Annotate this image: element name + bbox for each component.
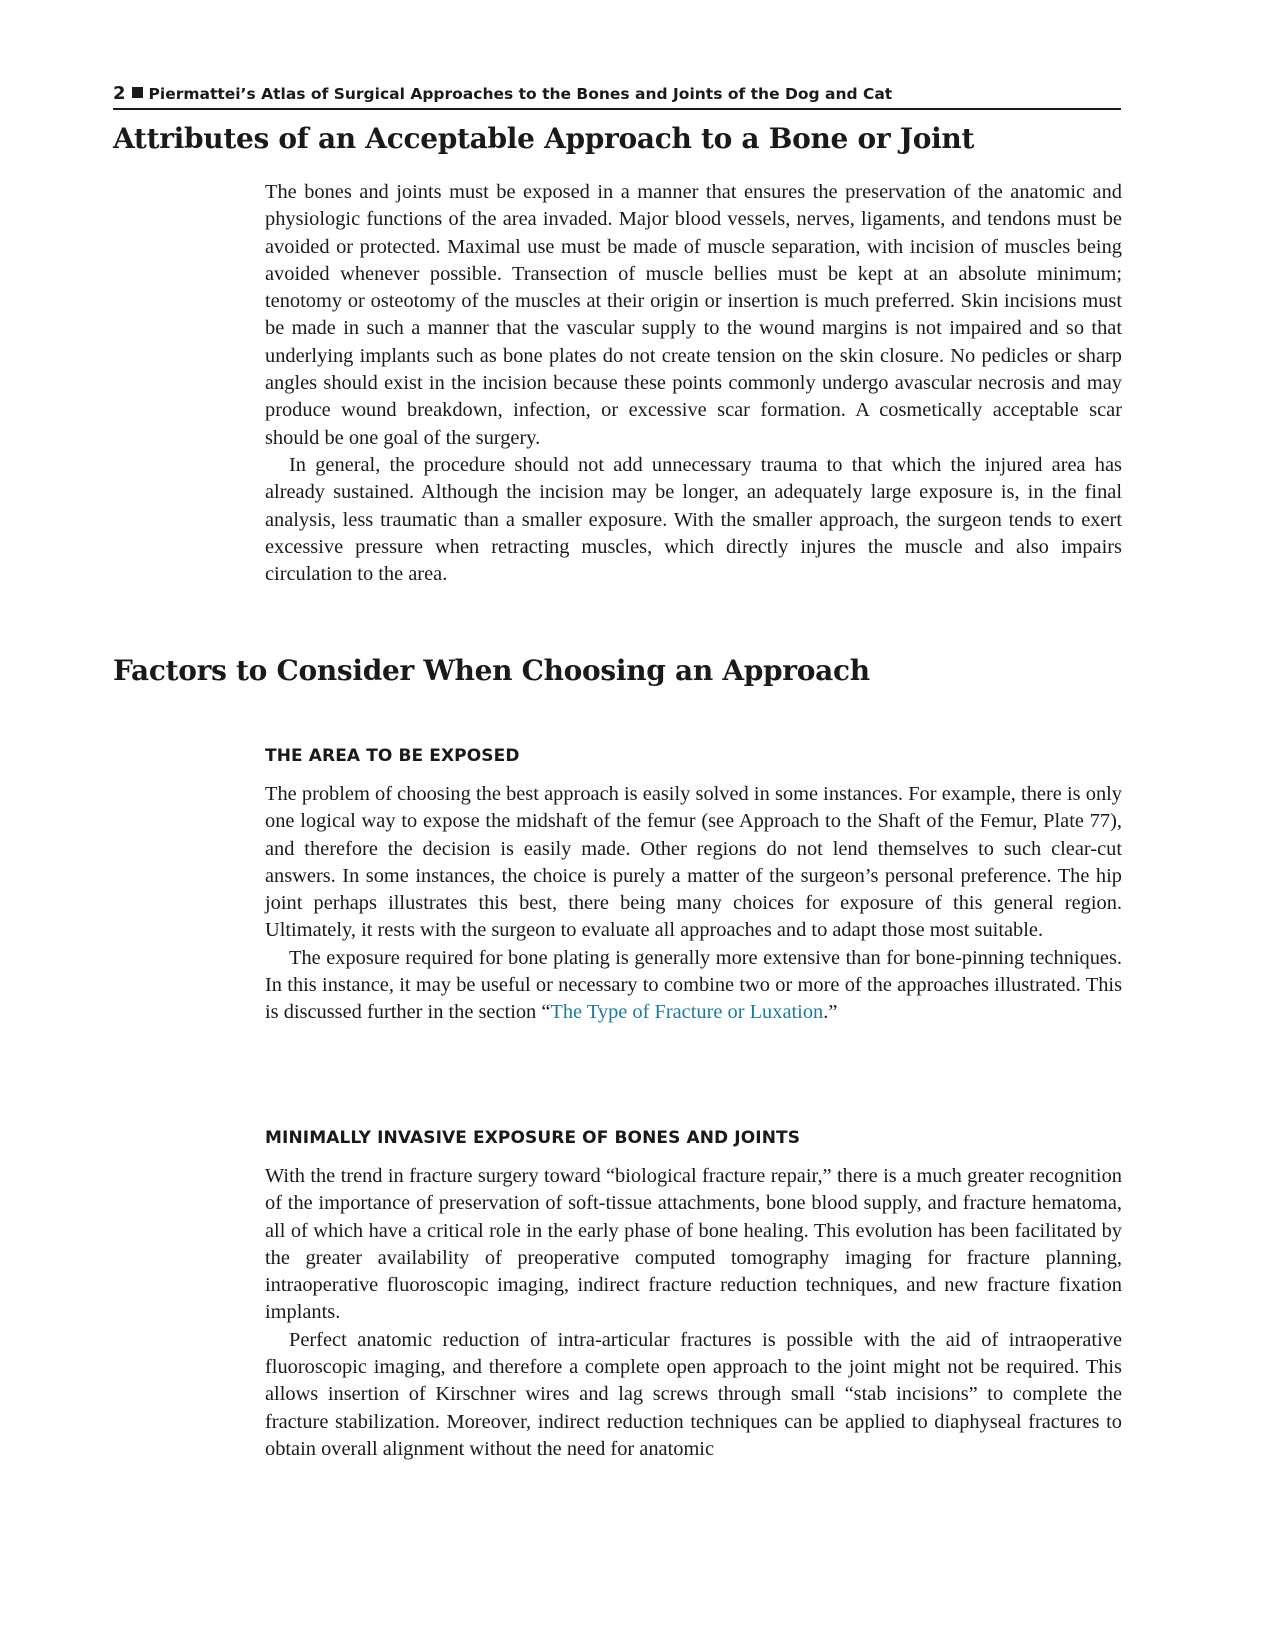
running-head-title: Piermattei’s Atlas of Surgical Approaches to the Bones and Joints of the Dog and Cat <box>148 85 893 103</box>
paragraph-text: .” <box>823 1001 838 1024</box>
section-title-attributes: Attributes of an Acceptable Approach to a Bone or Joint <box>113 122 975 155</box>
running-head <box>113 84 1121 110</box>
paragraph: Perfect anatomic reduction of intra-articular fractures is possible with the aid of intraoperative fluoroscopic imaging, and therefore a complete open approach to the joint might not be required. This allows insertion of Kirschner wires and lag screws through small “stab incisions” to complete the fracture stabilization. Moreover, indirect reduction techniques can be applied to diaphyseal fractures to obtain overall alignment without the need for anatomic <box>265 1328 1122 1460</box>
attributes-body <box>265 179 1122 588</box>
page-number: 2 <box>113 83 126 104</box>
minimally-body <box>265 1163 1122 1463</box>
subhead-minimally-invasive: MINIMALLY INVASIVE EXPOSURE OF BONES AND JOINTS <box>265 1128 801 1148</box>
paragraph: In general, the procedure should not add unnecessary trauma to that which the injured area has already sustained. Although the incision may be longer, an adequately large exposure is, in the final analysis, less traumatic than a smaller exposure. With the smaller approach, the surgeon tends to exert excessive pressure when retracting muscles, which directly injures the muscle and also impairs circulation to the area. <box>265 453 1122 586</box>
paragraph-text: The exposure required for bone plating is generally more extensive than for bone-pinning techniques. In this instance, it may be useful or necessary to combine two or more of the approaches illustrated. This is discussed further in the section “ <box>265 946 1122 1024</box>
paragraph <box>265 945 1122 1027</box>
subhead-area-to-be-exposed: THE AREA TO BE EXPOSED <box>265 746 520 766</box>
paragraph: The bones and joints must be exposed in a manner that ensures the preservation of the anatomic and physiologic functions of the area invaded. Major blood vessels, nerves, ligaments, and tendons must be avoided or protected. Maximal use must be made of muscle separation, with incision of muscles being avoided whenever possible. Transection of muscle bellies must be kept at an absolute minimum; tenotomy or osteotomy of the muscles at their origin or insertion is much preferred. Skin incisions must be made in such a manner that the vascular supply to the wound margins is not impaired and so that underlying implants such as bone plates do not create tension on the skin closure. No pedicles or sharp angles should exist in the incision because these points commonly undergo avascular necrosis and may produce wound breakdown, infection, or excessive scar formation. A cosmetically acceptable scar should be one goal of the surgery. <box>265 181 1122 449</box>
section-title-factors: Factors to Consider When Choosing an Approach <box>113 654 870 687</box>
square-bullet-icon <box>132 87 143 98</box>
paragraph: With the trend in fracture surgery toward “biological fracture repair,” there is a much greater recognition of the importance of preservation of soft-tissue attachments, bone blood supply, and fracture hematoma, all of which have a critical role in the early phase of bone healing. This evolution has been facilitated by the greater availability of preoperative computed tomography imaging for fracture planning, intraoperative fluoroscopic imaging, indirect fracture reduction techniques, and new fracture fixation implants. <box>265 1165 1122 1324</box>
paragraph: The problem of choosing the best approach is easily solved in some instances. For example, there is only one logical way to expose the midshaft of the femur (see Approach to the Shaft of the Femur, Plate 77), and therefore the decision is easily made. Other regions do not lend themselves to such clear-cut answers. In some instances, the choice is purely a matter of the surgeon’s personal preference. The hip joint perhaps illustrates this best, there being many choices for exposure of this general region. Ultimately, it rests with the surgeon to evaluate all approaches and to adapt those most suitable. <box>265 783 1122 942</box>
area-body <box>265 781 1122 1027</box>
section-link-fracture-luxation[interactable]: The Type of Fracture or Luxation <box>550 1001 824 1024</box>
